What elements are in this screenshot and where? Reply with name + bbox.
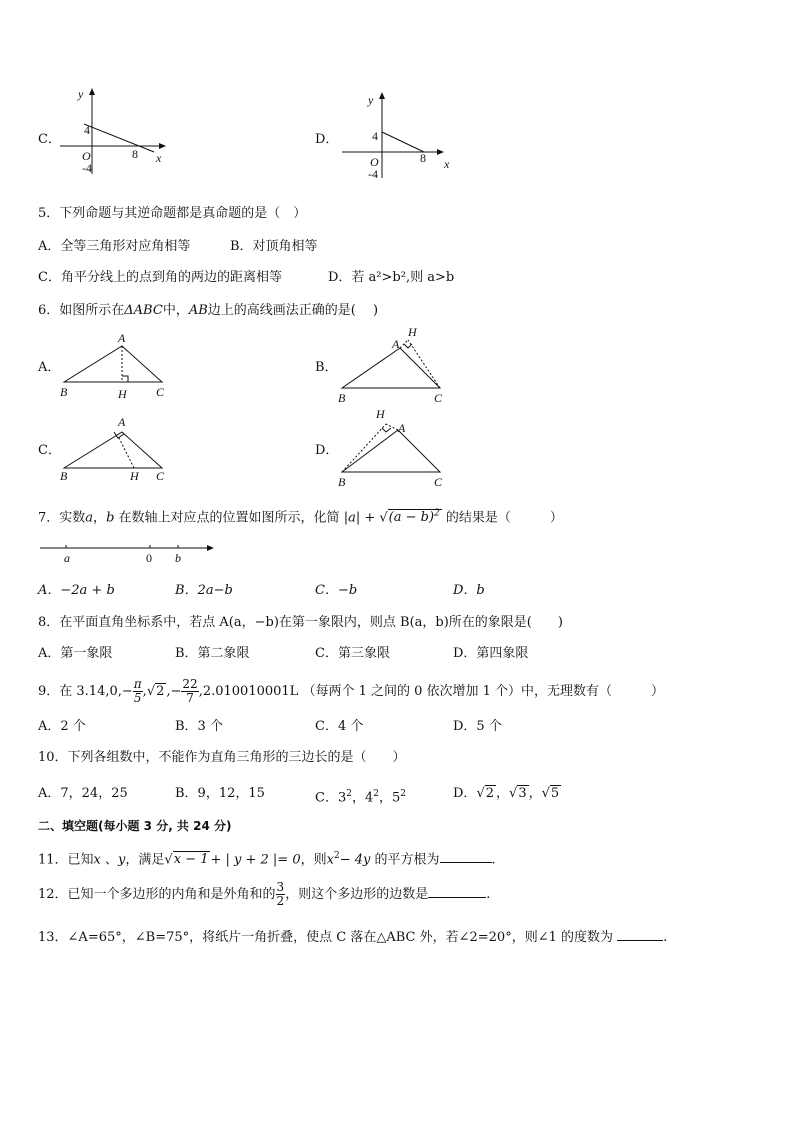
q9-option-b: B．3 个: [175, 719, 223, 734]
svg-text:C: C: [434, 475, 443, 489]
q9-stem: 9．在 3.14,0,− $\frac{\pi}{5}$ ,√2 ,− $\frac{22}{7}$ ,2.010010001L （每两个 1 之间的 0 依次增加 1 个）中，无理数有（ ）: [38, 677, 665, 705]
right-angle-mark: [404, 344, 412, 348]
tick-8: 8: [132, 147, 138, 161]
q11-answer-blank[interactable]: [440, 850, 492, 863]
q8-stem: 8．在平面直角坐标系中，若点 A(a，−b)在第一象限内，则点 B(a，b)所在的象限是( ): [38, 615, 563, 630]
q6-option-a-figure: [58, 330, 178, 402]
q6-option-b-label: B．: [315, 360, 338, 375]
right-angle-mark: [382, 428, 391, 432]
svg-text:C: C: [156, 469, 165, 483]
graph-line: [84, 124, 154, 152]
q10-option-c: C．$3^2$，$4^2$，$5^2$: [315, 789, 406, 806]
q4-option-c-label: C．: [38, 132, 61, 147]
svg-text:B: B: [338, 391, 346, 405]
q5-option-b: B．对顶角相等: [230, 239, 318, 254]
y-axis-arrow: [379, 92, 385, 99]
svg-text:B: B: [338, 475, 346, 489]
tick-neg4: -4: [368, 167, 378, 181]
q10-option-b: B．9，12，15: [175, 786, 265, 801]
y-axis-arrow: [89, 88, 95, 95]
extension: [386, 424, 398, 430]
y-label: y: [368, 93, 374, 107]
q6-option-b-figure: [336, 324, 456, 404]
x-label: x: [156, 151, 162, 165]
q6-option-a-label: A．: [38, 360, 61, 375]
q5-option-c: C．角平分线上的点到角的两边的距离相等: [38, 270, 282, 285]
x-label: x: [444, 157, 450, 171]
svg-text:B: B: [60, 469, 68, 483]
q7-number-line: [38, 540, 218, 566]
y-label: y: [78, 87, 84, 101]
q5-stem: 5．下列命题与其逆命题都是真命题的是（ ）: [38, 206, 307, 221]
svg-text:0: 0: [146, 551, 152, 565]
svg-text:A: A: [392, 337, 400, 351]
q6-option-d-label: D．: [315, 443, 339, 458]
svg-text:A: A: [398, 421, 406, 435]
q10-option-d: D．√2 ，√3 ，√5: [453, 786, 560, 801]
triangle: [64, 432, 162, 468]
q8-option-d: D．第四象限: [453, 646, 529, 661]
tick-4: 4: [84, 123, 90, 137]
q10-stem: 10．下列各组数中，不能作为直角三角形的三边长的是（ ）: [38, 750, 406, 765]
right-angle-mark: [122, 376, 128, 382]
x-axis-arrow: [159, 143, 166, 149]
q9-option-d: D．5 个: [453, 719, 502, 734]
q9-option-a: A．2 个: [38, 719, 86, 734]
q7-option-b: B．2a−b: [175, 583, 233, 598]
origin-label: O: [82, 149, 91, 163]
q6-option-c-label: C．: [38, 443, 61, 458]
tick-neg4: -4: [82, 161, 92, 175]
svg-text:A: A: [118, 415, 126, 429]
svg-text:B: B: [60, 385, 68, 399]
svg-text:H: H: [118, 387, 127, 401]
section-2-heading: 二、填空题(每小题 3 分, 共 24 分): [38, 819, 232, 833]
q4-option-d-graph: [340, 90, 460, 182]
q9-option-c: C．4 个: [315, 719, 364, 734]
svg-text:C: C: [434, 391, 443, 405]
svg-text:C: C: [156, 385, 165, 399]
svg-text:a: a: [64, 551, 70, 565]
triangle: [64, 346, 162, 382]
altitude: [342, 424, 386, 472]
q7-option-a: A．−2a + b: [38, 583, 115, 598]
q10-option-a: A．7，24，25: [38, 786, 128, 801]
svg-text:b: b: [175, 551, 181, 565]
q8-option-a: A．第一象限: [38, 646, 113, 661]
graph-line: [382, 132, 424, 152]
q7-option-c: C．−b: [315, 583, 358, 598]
svg-text:H: H: [130, 469, 139, 483]
q4-option-c-graph: [58, 86, 178, 178]
svg-text:H: H: [408, 325, 417, 339]
q7-radical: $(a - b)^2$: [388, 509, 440, 526]
svg-text:A: A: [118, 331, 126, 345]
q12-answer-blank[interactable]: [428, 885, 486, 898]
q6-option-d-figure: [336, 404, 456, 488]
q13-text: 13．∠A=65°，∠B=75°，将纸片一角折叠，使点 C 落在△ABC 外，若∠2=20°，则∠1 的度数为 .: [38, 930, 668, 945]
q13-answer-blank[interactable]: [617, 928, 663, 941]
q7-stem: 7．实数a，b 在数轴上对应点的位置如图所示，化简 $|a| + √(a - b)^2$ 的结果是（ ）: [38, 509, 563, 526]
tick-8: 8: [420, 151, 426, 165]
triangle: [342, 348, 440, 388]
q12-text: 12．已知一个多边形的内角和是外角和的 $\frac{3}{2}$ ，则这个多边形的边数是 .: [38, 880, 491, 908]
q8-option-c: C．第三象限: [315, 646, 390, 661]
q6-option-c-figure: [58, 412, 178, 484]
q7-option-d: D．b: [453, 583, 485, 598]
q5-option-a: A．全等三角形对应角相等: [38, 239, 191, 254]
q8-option-b: B．第二象限: [175, 646, 250, 661]
q6-stem: 6．如图所示在ΔABC中，AB边上的高线画法正确的是( ): [38, 303, 379, 318]
x-axis-arrow: [437, 149, 444, 155]
tick-4: 4: [372, 129, 378, 143]
altitude: [408, 340, 440, 388]
q11-text: 11．已知x 、y，满足√x − 1 + | y + 2 |= 0，则$x^2- 4y$ 的平方根为 .: [38, 851, 496, 868]
svg-text:H: H: [376, 407, 385, 421]
origin-label: O: [370, 155, 379, 169]
triangle: [342, 430, 440, 472]
q5-option-d: D．若 a²>b²,则 a>b: [328, 270, 455, 285]
q4-option-d-label: D．: [315, 132, 339, 147]
